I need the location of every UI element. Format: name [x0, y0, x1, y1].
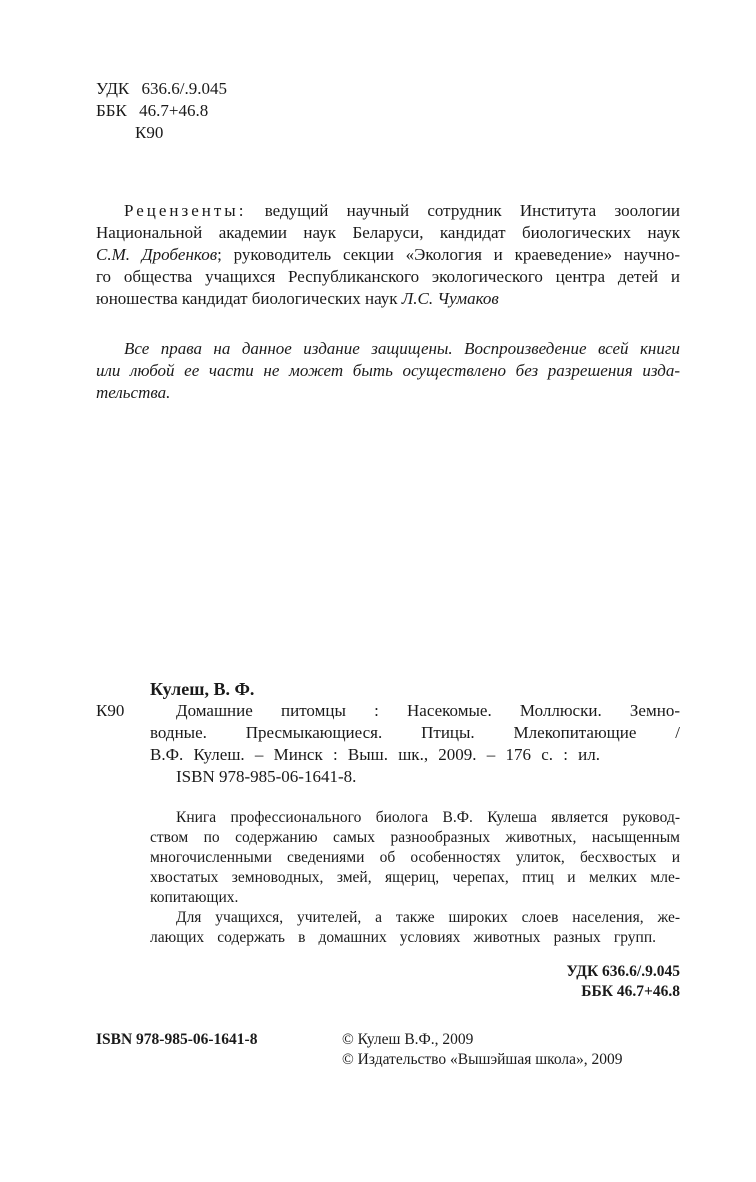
reviewers-line-1 — [124, 200, 680, 222]
udk-label: УДК — [96, 79, 130, 98]
bib-line-3: В.Ф. Кулеш. – Минск : Выш. шк., 2009. – 176 с. : ил. — [150, 745, 600, 764]
annotation-line-7: лающих содержать в домашних условиях животных разных групп. — [150, 929, 656, 946]
reviewer-name-1: С.М. Дробенков — [96, 245, 218, 264]
reviewers-line-3 — [96, 244, 680, 266]
bib-author: Кулеш, В. Ф. — [150, 679, 255, 699]
bib-line-1: Домашние питомцы : Насекомые. Моллюски. Земно- — [176, 701, 680, 720]
rights-line-1: Все права на данное издание защищены. Воспроизведение всей книги — [124, 339, 680, 358]
reviewers-text-5: юношества кандидат биологических наук — [96, 289, 402, 308]
bbk-label: ББК — [96, 101, 127, 120]
reviewers-line-2: Национальной академии наук Беларуси, кандидат биологических наук — [96, 223, 680, 242]
rights-line-2: или любой ее части не может быть осуществлено без разрешения изда- — [96, 361, 680, 380]
udk-value: 636.6/.9.045 — [141, 79, 227, 98]
bib-mark: К90 — [96, 701, 125, 720]
copyright-author: © Кулеш В.Ф., 2009 — [342, 1031, 474, 1048]
annotation-line-4: хвостатых земноводных, змей, ящериц, черепах, птиц и мелких мле- — [150, 869, 680, 886]
reviewers-text-1: ведущий научный сотрудник Института зоологии — [264, 201, 681, 220]
author-mark: К90 — [135, 123, 164, 142]
imprint-isbn: ISBN 978-985-06-1641-8 — [96, 1031, 258, 1048]
udk-line — [96, 78, 227, 100]
reviewers-text-3: ; руководитель секции «Экология и краеведение» научно- — [217, 245, 680, 264]
bbk-value: 46.7+46.8 — [139, 101, 209, 120]
reviewer-name-2: Л.С. Чумаков — [401, 289, 499, 308]
footer-udk: УДК 636.6/.9.045 — [566, 963, 680, 980]
footer-bbk: ББК 46.7+46.8 — [581, 983, 680, 1000]
annotation-line-1: Книга профессионального биолога В.Ф. Кулеша является руковод- — [176, 809, 680, 826]
copyright-publisher: © Издательство «Вышэйшая школа», 2009 — [342, 1051, 623, 1068]
rights-line-3: тельства. — [96, 383, 171, 402]
annotation-line-3: многочисленными сведениями об особенностях улиток, бесхвостых и — [150, 849, 680, 866]
bib-isbn: ISBN 978-985-06-1641-8. — [176, 767, 357, 786]
reviewers-line-4: го общества учащихся Республиканского экологического центра детей и — [96, 267, 680, 286]
reviewers-line-5 — [96, 288, 499, 310]
bib-line-2: водные. Пресмыкающиеся. Птицы. Млекопитающие / — [150, 723, 680, 742]
reviewers-label: Рецензенты: — [124, 201, 247, 220]
annotation-line-5: копитающих. — [150, 889, 239, 906]
annotation-line-2: ством по содержанию самых разнообразных животных, насыщенным — [150, 829, 680, 846]
annotation-line-6: Для учащихся, учителей, а также широких слоев населения, же- — [176, 909, 680, 926]
bbk-line — [96, 100, 208, 122]
